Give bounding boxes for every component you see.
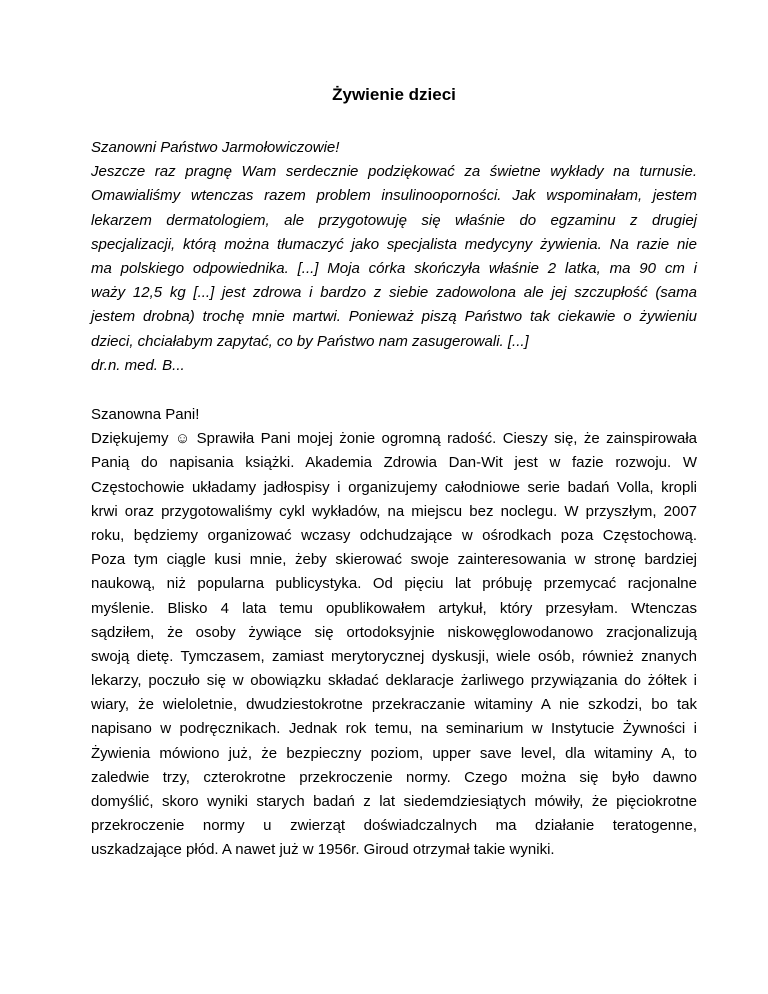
reply-line: sądziłem, że osoby żywiące się ortodoksyjnie niskowęglowodanowo zracjonalizują <box>91 623 697 641</box>
letter-signature: dr.n. med. B... <box>91 356 185 374</box>
letter-line: specjalizacji, którą można tłumaczyć jako specjalista medycyny żywienia. Na razie nie <box>91 235 697 253</box>
reply-line: myślenie. Blisko 4 lata temu opublikowałem artykuł, który przesyłam. Wtenczas <box>91 599 697 617</box>
reply-line: Poza tym ciągle kusi mnie, żeby skierować swoje zainteresowania w stronę bardziej <box>91 551 697 569</box>
reply-section <box>91 403 697 863</box>
reply-line: lekarzy, poczuło się w obowiązku składać deklaracje żarliwego przywiązania do żółtek i <box>91 672 697 690</box>
reply-greeting: Szanowna Pani! <box>91 406 200 423</box>
letter-line: dzieci, chciałabym zapytać, co by Państwo nam zasugerowali. [...] <box>91 332 529 350</box>
reply-line: krwi oraz przygotowaliśmy cykl wykładów, na miejscu bez noclegu. W przyszłym, 2007 <box>91 502 697 520</box>
letter-line: Jeszcze raz pragnę Wam serdecznie podziękować za świetne wykłady na turnusie. <box>91 163 697 181</box>
reply-line: roku, będziemy organizować wczasy odchudzające w ośrodkach poza Częstochową. <box>91 526 697 544</box>
reply-line: Częstochowie układamy jadłospisy i organizujemy całodniowe serie badań Volla, kropli <box>91 478 697 496</box>
letter-line: jestem drobna) trochę mnie martwi. Ponieważ piszą Państwo tak ciekawie o żywieniu <box>91 308 697 326</box>
letter-line: Omawialiśmy wtenczas razem problem insulinooporności. Jak wspominałam, jestem <box>91 187 697 205</box>
reply-line: przekroczenie normy u zwierząt doświadczalnych ma działanie teratogenne, <box>91 817 697 835</box>
reply-line: domyślić, skoro wyniki starych badań z lat siedemdziesiątych mówiły, że pięciokrotne <box>91 793 697 810</box>
document-page <box>91 0 697 994</box>
letter-line: lekarzem dermatologiem, ale przygotowuję się właśnie do egzaminu z drugiej <box>91 211 697 229</box>
reply-line: Dziękujemy ☺ Sprawiła Pani mojej żonie ogromną radość. Cieszy się, że zainspirowała <box>91 430 697 448</box>
reply-line: napisano w podręcznikach. Jednak rok temu, na seminarium w Instytucie Żywności i <box>91 720 697 738</box>
letter-greeting: Szanowni Państwo Jarmołowiczowie! <box>91 139 340 156</box>
reply-line: naukową, niż popularna publicystyka. Od pięciu lat próbuję przemycać racjonalne <box>91 575 697 593</box>
letter-line: ma polskiego odpowiednika. [...] Moja córka skończyła właśnie 2 latka, ma 90 cm i <box>91 259 697 277</box>
reply-line: wiary, że wieloletnie, dwudziestokrotne przekraczanie witaminy A nie szkodzi, bo tak <box>91 696 697 714</box>
letter-line: waży 12,5 kg [...] jest zdrowa i bardzo z siebie zadowolona ale jej szczupłość (sama <box>91 284 697 302</box>
reply-line: zaledwie trzy, czterokrotne przekroczenie normy. Czego można się było dawno <box>91 768 697 786</box>
reply-line: uszkadzające płód. A nawet już w 1956r. Giroud otrzymał takie wyniki. <box>91 841 555 859</box>
reply-line: Panią do napisania książki. Akademia Zdrowia Dan-Wit jest w fazie rozwoju. W <box>91 454 697 472</box>
letter-section <box>91 136 697 378</box>
reply-line: swoją dietę. Tymczasem, zamiast merytorycznej dyskusji, wiele osób, również znanych <box>91 647 697 665</box>
document-title: Żywienie dzieci <box>332 85 456 104</box>
reply-line: Żywienia mówiono już, że bezpieczny poziom, upper save level, dla witaminy A, to <box>91 744 697 762</box>
